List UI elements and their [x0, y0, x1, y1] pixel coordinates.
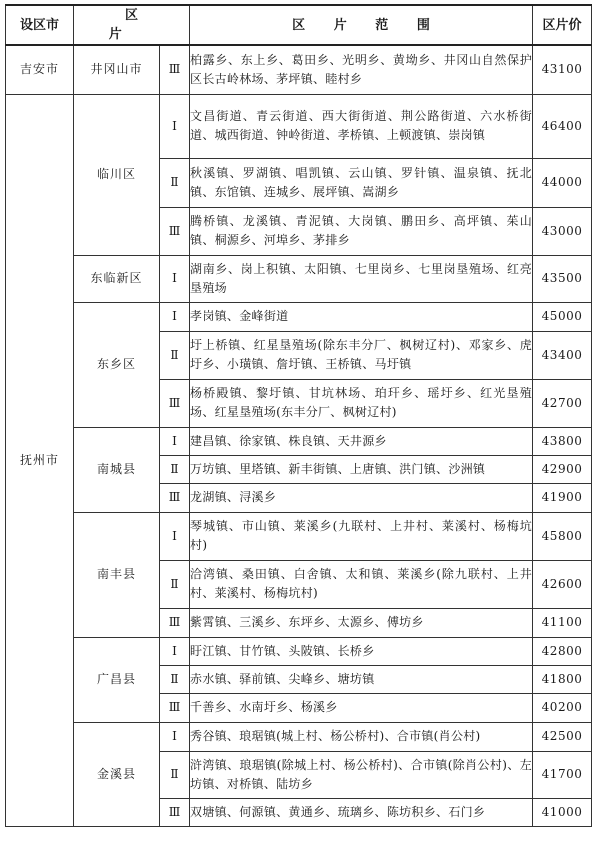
range-cell: 紫霄镇、三溪乡、东坪乡、太源乡、傅坊乡	[190, 608, 533, 637]
table-row	[6, 512, 592, 560]
city-cell-jian: 吉安市	[6, 45, 74, 94]
range-cell: 杨桥殿镇、黎圩镇、甘坑林场、珀玕乡、瑶圩乡、红光垦殖场、红星垦殖场(东丰分厂、枫树辽村)	[190, 379, 533, 427]
land-price-zone-table	[5, 4, 592, 827]
zone-cell: Ⅱ	[160, 455, 190, 483]
price-cell: 45800	[533, 512, 592, 560]
range-cell: 湖南乡、岗上积镇、太阳镇、七里岗乡、七里岗垦殖场、红亮垦殖场	[190, 255, 533, 302]
price-cell: 42500	[533, 722, 592, 751]
zone-cell: Ⅲ	[160, 207, 190, 255]
table-row	[6, 255, 592, 302]
district-cell-dongxiang: 东乡区	[74, 302, 160, 427]
range-cell: 双塘镇、何源镇、黄通乡、琉璃乡、陈坊积乡、石门乡	[190, 798, 533, 826]
district-cell-jinxi: 金溪县	[74, 722, 160, 826]
zone-cell: Ⅲ	[160, 45, 190, 94]
table-row	[6, 637, 592, 665]
zone-cell: Ⅰ	[160, 637, 190, 665]
city-cell-fuzhou: 抚州市	[6, 94, 74, 826]
price-cell: 42700	[533, 379, 592, 427]
range-cell: 文昌街道、青云街道、西大街街道、荆公路街道、六水桥街道、城西街道、钟岭街道、孝桥镇、上顿渡镇、崇岗镇	[190, 94, 533, 158]
range-cell: 腾桥镇、龙溪镇、青泥镇、大岗镇、鹏田乡、高坪镇、茱山镇、桐源乡、河埠乡、茅排乡	[190, 207, 533, 255]
zone-cell: Ⅰ	[160, 255, 190, 302]
table-row	[6, 427, 592, 455]
range-cell: 盱江镇、甘竹镇、头陂镇、长桥乡	[190, 637, 533, 665]
header-range: 区片范围	[190, 5, 533, 45]
price-cell: 41100	[533, 608, 592, 637]
range-cell: 赤水镇、驿前镇、尖峰乡、塘坊镇	[190, 665, 533, 693]
price-cell: 41800	[533, 665, 592, 693]
price-cell: 40200	[533, 693, 592, 722]
range-cell: 秋溪镇、罗湖镇、唱凯镇、云山镇、罗针镇、温泉镇、抚北镇、东馆镇、连城乡、展坪镇、嵩湖乡	[190, 158, 533, 207]
district-cell-linchuan: 临川区	[74, 94, 160, 255]
price-cell: 41700	[533, 751, 592, 798]
table-row	[6, 722, 592, 751]
range-cell: 孝岗镇、金峰街道	[190, 302, 533, 331]
range-cell: 圩上桥镇、红星垦殖场(除东丰分厂、枫树辽村)、邓家乡、虎圩乡、小璜镇、詹圩镇、王桥镇、马圩镇	[190, 331, 533, 379]
header-price: 区片价	[533, 5, 592, 45]
price-cell: 45000	[533, 302, 592, 331]
zone-cell: Ⅰ	[160, 722, 190, 751]
price-cell: 42800	[533, 637, 592, 665]
table-row	[6, 94, 592, 158]
table-row	[6, 302, 592, 331]
zone-cell: Ⅲ	[160, 798, 190, 826]
header-district: 区片	[74, 5, 190, 45]
table-row	[6, 45, 592, 94]
zone-cell: Ⅱ	[160, 560, 190, 608]
range-cell: 龙湖镇、浔溪乡	[190, 483, 533, 512]
range-cell: 千善乡、水南圩乡、杨溪乡	[190, 693, 533, 722]
zone-cell: Ⅱ	[160, 331, 190, 379]
district-cell-guangchang: 广昌县	[74, 637, 160, 722]
zone-cell: Ⅱ	[160, 158, 190, 207]
price-cell: 41900	[533, 483, 592, 512]
zone-cell: Ⅰ	[160, 302, 190, 331]
range-cell: 琴城镇、市山镇、莱溪乡(九联村、上井村、莱溪村、杨梅坑村)	[190, 512, 533, 560]
zone-cell: Ⅰ	[160, 512, 190, 560]
price-cell: 43800	[533, 427, 592, 455]
district-cell-nancheng: 南城县	[74, 427, 160, 512]
district-cell-nanfeng: 南丰县	[74, 512, 160, 637]
district-cell-jinggangshan: 井冈山市	[74, 45, 160, 94]
district-cell-donglin: 东临新区	[74, 255, 160, 302]
price-cell: 43100	[533, 45, 592, 94]
zone-cell: Ⅲ	[160, 483, 190, 512]
zone-cell: Ⅰ	[160, 427, 190, 455]
range-cell: 万坊镇、里塔镇、新丰街镇、上唐镇、洪门镇、沙洲镇	[190, 455, 533, 483]
price-cell: 43500	[533, 255, 592, 302]
price-cell: 42600	[533, 560, 592, 608]
price-cell: 44000	[533, 158, 592, 207]
price-cell: 42900	[533, 455, 592, 483]
range-cell: 秀谷镇、琅琚镇(城上村、杨公桥村)、合市镇(肖公村)	[190, 722, 533, 751]
price-cell: 41000	[533, 798, 592, 826]
range-cell: 洽湾镇、桑田镇、白舍镇、太和镇、莱溪乡(除九联村、上井村、莱溪村、杨梅坑村)	[190, 560, 533, 608]
range-cell: 柏露乡、东上乡、葛田乡、光明乡、黄坳乡、井冈山自然保护区长古岭林场、茅坪镇、睦村乡	[190, 45, 533, 94]
zone-cell: Ⅲ	[160, 693, 190, 722]
table-header-row	[6, 5, 592, 45]
zone-cell: Ⅱ	[160, 751, 190, 798]
zone-cell: Ⅲ	[160, 608, 190, 637]
zone-cell: Ⅰ	[160, 94, 190, 158]
range-cell: 建昌镇、徐家镇、株良镇、天井源乡	[190, 427, 533, 455]
zone-cell: Ⅲ	[160, 379, 190, 427]
range-cell: 浒湾镇、琅琚镇(除城上村、杨公桥村)、合市镇(除肖公村)、左坊镇、对桥镇、陆坊乡	[190, 751, 533, 798]
price-cell: 43400	[533, 331, 592, 379]
zone-cell: Ⅱ	[160, 665, 190, 693]
price-cell: 46400	[533, 94, 592, 158]
price-cell: 43000	[533, 207, 592, 255]
header-city: 设区市	[6, 5, 74, 45]
